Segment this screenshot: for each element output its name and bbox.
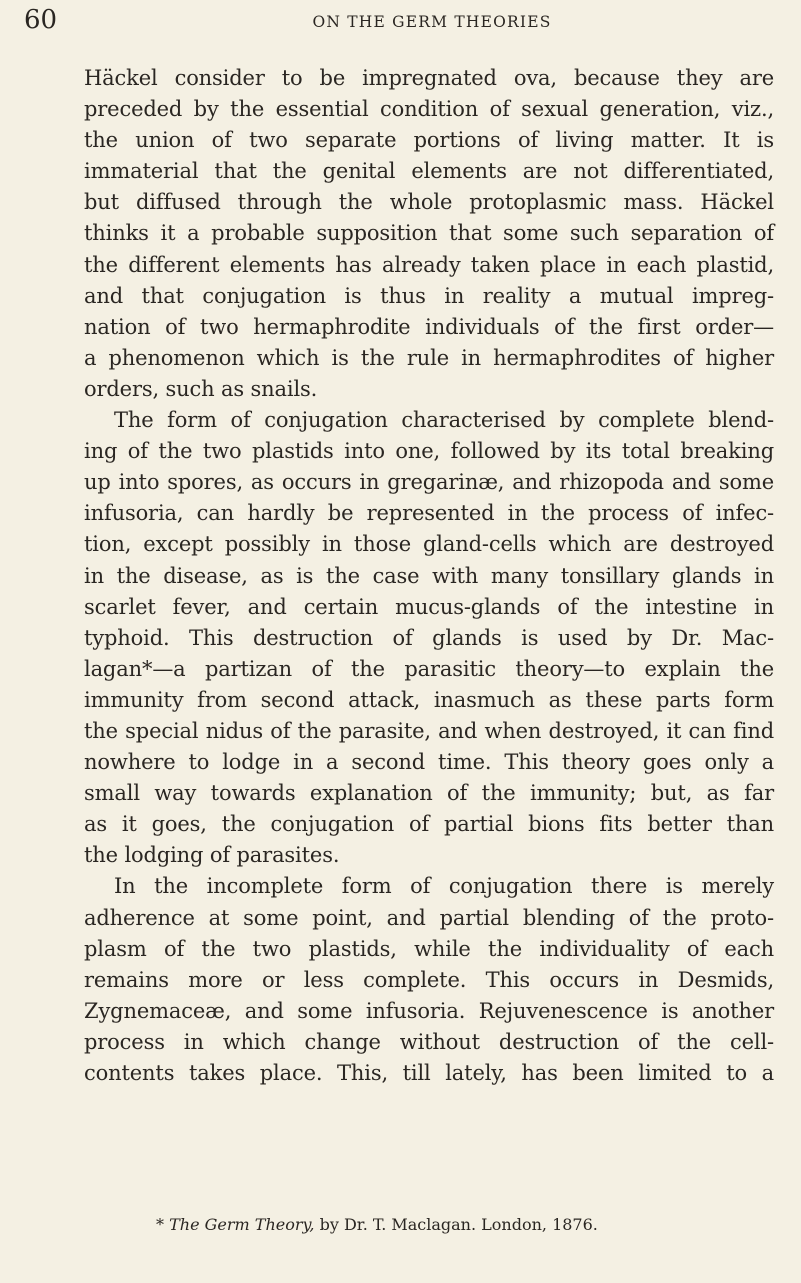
text-line: but diffused through the whole protoplasmic mass. Häckel <box>84 190 774 215</box>
text-line: in the disease, as is the case with many tonsillary glands in <box>84 563 774 588</box>
text-line: scarlet fever, and certain mucus-glands of the intestine in <box>84 594 774 619</box>
text-line: contents takes place. This, till lately, has been limited to a <box>84 1061 774 1085</box>
footnote-citation: by Dr. T. Maclagan. London, 1876. <box>319 1215 598 1234</box>
footnote <box>156 1214 598 1236</box>
text-line: tion, except possibly in those gland-cells which are destroyed <box>84 532 774 557</box>
text-line: the different elements has already taken place in each plastid, <box>84 252 774 277</box>
text-line: infusoria, can hardly be represented in the process of infec- <box>84 501 774 526</box>
footnote-marker: * <box>156 1215 164 1234</box>
text-line: as it goes, the conjugation of partial bions fits better than <box>84 812 774 837</box>
body-text <box>84 63 774 1089</box>
text-line: nation of two hermaphrodite individuals of the first order— <box>84 314 774 339</box>
text-line: Zygnemaceæ, and some infusoria. Rejuvenescence is another <box>84 998 774 1023</box>
text-line: typhoid. This destruction of glands is used by Dr. Mac- <box>84 625 774 650</box>
text-line: preceded by the essential condition of sexual generation, viz., <box>84 97 774 122</box>
text-line: In the incomplete form of conjugation there is merely <box>114 874 774 899</box>
text-line: the union of two separate portions of living matter. It is <box>84 128 774 153</box>
page-number: 60 <box>24 5 58 35</box>
text-line: a phenomenon which is the rule in hermaphrodites of higher <box>84 345 774 370</box>
text-line: ing of the two plastids into one, followed by its total breaking <box>84 439 774 464</box>
running-head: ON THE GERM THEORIES <box>312 13 552 31</box>
text-line: process in which change without destruction of the cell- <box>84 1029 774 1054</box>
text-line: thinks it a probable supposition that some such separation of <box>84 221 774 246</box>
text-line: up into spores, as occurs in gregarinæ, and rhizopoda and some <box>84 470 774 495</box>
text-line: immaterial that the genital elements are not differentiated, <box>84 159 774 184</box>
footnote-title: The Germ Theory, <box>169 1215 315 1234</box>
text-line: lagan*—a partizan of the parasitic theory—to explain the <box>84 656 774 681</box>
text-line: remains more or less complete. This occurs in Desmids, <box>84 967 774 992</box>
text-line: immunity from second attack, inasmuch as these parts form <box>84 687 774 712</box>
text-line: Häckel consider to be impregnated ova, because they are <box>84 66 774 90</box>
text-line: plasm of the two plastids, while the individuality of each <box>84 936 774 961</box>
text-line: The form of conjugation characterised by complete blend- <box>114 408 774 433</box>
text-line: adherence at some point, and partial blending of the proto- <box>84 905 774 930</box>
text-line: small way towards explanation of the immunity; but, as far <box>84 781 774 806</box>
text-line: nowhere to lodge in a second time. This theory goes only a <box>84 750 774 775</box>
text-line: orders, such as snails. <box>84 376 318 401</box>
text-line: and that conjugation is thus in reality a mutual impreg- <box>84 283 774 308</box>
text-line: the special nidus of the parasite, and when destroyed, it can find <box>84 718 774 743</box>
text-line: the lodging of parasites. <box>84 843 340 868</box>
